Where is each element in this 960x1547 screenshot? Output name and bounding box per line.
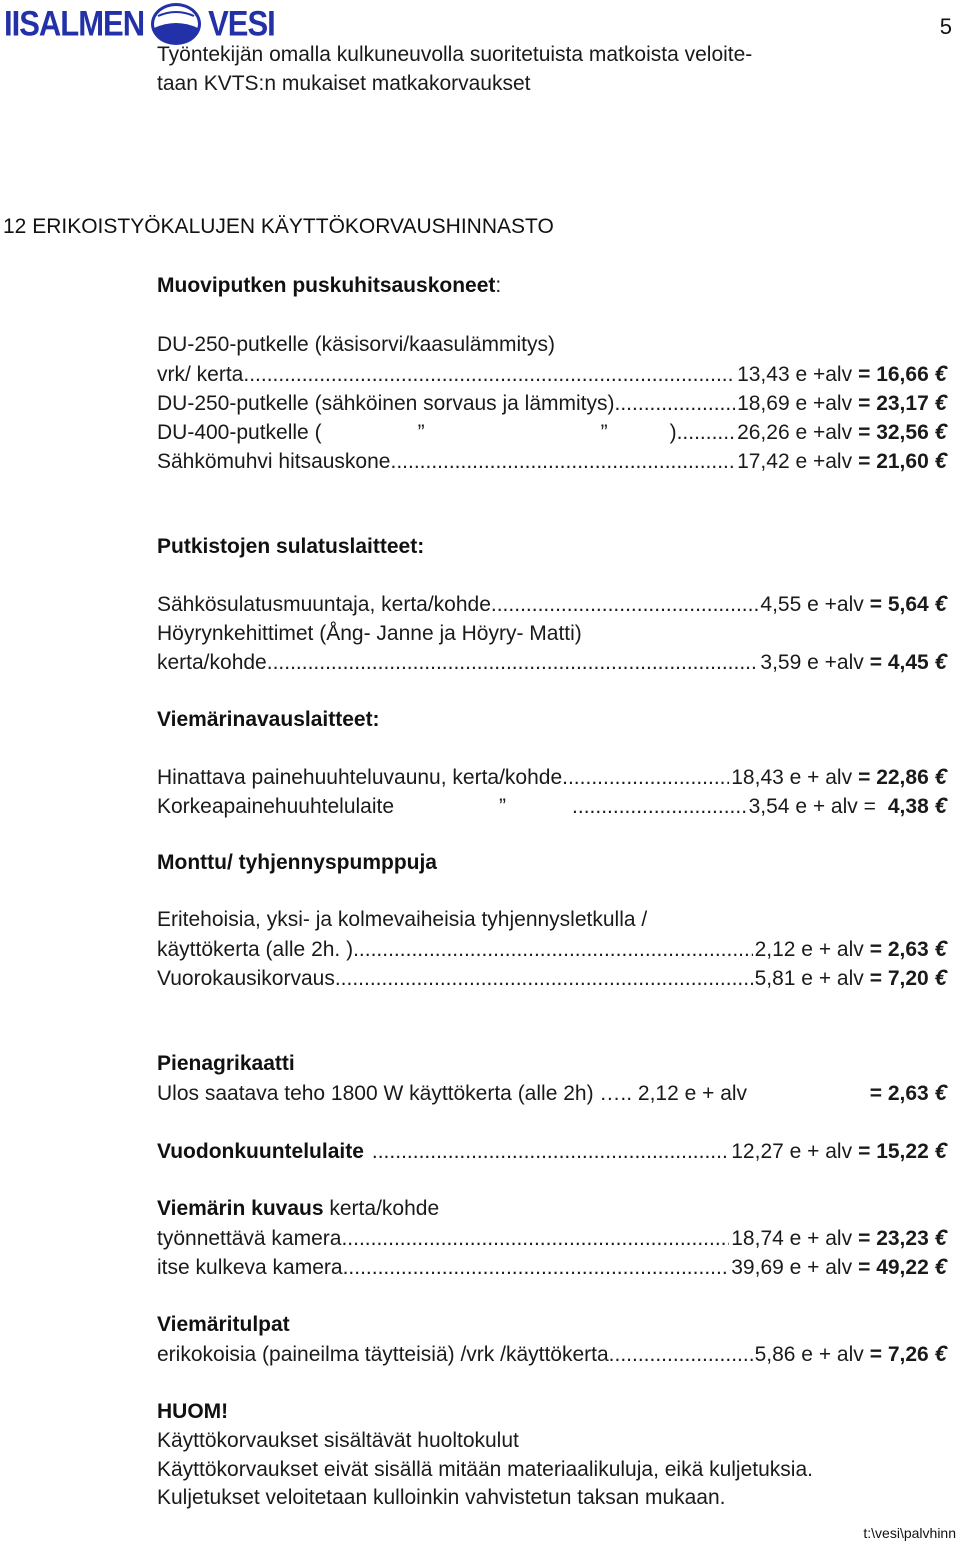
price-row-total: = 2,63 [869,1082,929,1105]
euro-icon: € [934,419,947,444]
logo-text-left: IISALMEN [4,3,145,44]
monttu-intro: Eritehoisia, yksi- ja kolmevaiheisia tyhjennysletkulla / [157,908,648,931]
euro-icon: € [934,1138,947,1163]
euro-icon: € [934,361,947,386]
dot-leader [615,390,736,418]
price-row-total: = 2,63 [869,938,929,961]
dot-leader [609,1341,753,1369]
euro-icon: € [934,649,947,674]
price-row [157,1224,947,1252]
euro-icon: € [934,591,947,616]
dot-leader [267,649,759,677]
euro-icon: € [934,448,947,473]
price-row-price: 18,74 e + alv [731,1227,853,1250]
price-row-price: 17,42 e +alv [737,450,853,473]
huom-heading: HUOM! [157,1400,229,1423]
price-row-label: Vuorokausikorvaus [157,967,335,990]
price-row [157,648,947,676]
euro-icon: € [934,390,947,415]
euro-icon: € [934,793,947,818]
price-row-price: 39,69 e + alv [731,1256,853,1279]
price-row-price: 4,55 e +alv [760,593,864,616]
price-row-total: = 5,64 [869,593,929,616]
ditto-mark: ” [499,795,507,818]
price-row-label: Sähkösulatusmuuntaja, kerta/kohde [157,593,491,616]
price-row [157,1137,947,1165]
dot-leader [243,361,735,389]
ditto-mark: ” [600,421,608,444]
price-row-label: kerta/kohde [157,651,267,674]
price-row-label: Hinattava painehuuhteluvaunu, kerta/kohde [157,766,563,789]
price-row-price: 18,69 e +alv [737,392,853,415]
euro-icon: € [934,1225,947,1250]
putkisto-heading: Putkistojen sulatuslaitteet: [157,535,425,558]
price-row-price: 2,12 e + alv [754,938,864,961]
dot-leader [341,1225,729,1253]
price-row-total: = 32,56 [858,421,929,444]
price-row-label: Sähkömuhvi hitsauskone [157,450,391,473]
price-row [157,935,947,963]
dot-leader [491,591,759,619]
section-title: 12 ERIKOISTYÖKALUJEN KÄYTTÖKORVAUSHINNASTO [3,215,554,238]
dot-leader [390,448,735,476]
price-row-total: = 22,86 [858,766,929,789]
price-row-price: 5,86 e + alv [754,1343,864,1366]
dot-leader [353,936,753,964]
euro-icon: € [934,764,947,789]
price-row-price: 18,43 e + alv [731,766,853,789]
price-row-price: 3,59 e +alv [760,651,864,674]
dot-leader [572,793,747,821]
dot-leader [562,764,729,792]
price-row-price: 12,27 e + alv [731,1140,853,1163]
muovi-intro: DU-250-putkelle (käsisorvi/kaasulämmitys) [157,333,555,356]
putkisto-intro: Höyrynkehittimet (Ång- Janne ja Höyry- Matti) [157,622,582,645]
price-row [157,418,947,446]
price-row [157,447,947,475]
price-row-label: erikokoisia (paineilma täytteisiä) /vrk /käyttökerta [157,1343,609,1366]
price-row [157,763,947,791]
price-row [157,590,947,618]
huom-line: Käyttökorvaukset eivät sisällä mitään materiaalikuluja, eikä kuljetuksia. [157,1458,813,1481]
dot-leader [335,965,753,993]
title-line-2: taan KVTS:n mukaiset matkakorvaukset [157,72,531,95]
price-row-label: käyttökerta (alle 2h. ) [157,938,354,961]
label-part: Korkeapainehuuhtelulaite [157,795,395,818]
price-row-label: DU-250-putkelle (sähköinen sorvaus ja lämmitys) [157,392,615,415]
pienagrikaatti-heading: Pienagrikaatti [157,1052,295,1075]
monttu-heading: Monttu/ tyhjennyspumppuja [157,851,437,874]
price-row [157,389,947,417]
document-title [157,40,947,98]
kuvaus-heading-rest: kerta/kohde [323,1197,440,1220]
euro-icon: € [934,965,947,990]
price-row-total: = 4,45 [869,651,929,674]
euro-icon: € [934,936,947,961]
viemari-avaus-heading: Viemärinavauslaitteet: [157,708,380,731]
dot-leader [677,419,736,447]
price-row-total: = 7,26 [869,1343,929,1366]
price-row-total: = 49,22 [858,1256,929,1279]
price-row-label: Ulos saatava teho 1800 W käyttökerta (alle 2h) ….. 2,12 e + alv [157,1082,748,1105]
price-row-total: = 7,20 [869,967,929,990]
price-row [157,1253,947,1281]
tulpat-heading: Viemäritulpat [157,1313,290,1336]
price-row-total: = 16,66 [858,363,929,386]
footer-file-path: t:\vesi\palvhinn [863,1525,956,1541]
price-row-price: 5,81 e + alv [754,967,864,990]
logo-text-right: VESI [208,3,275,44]
dot-leader [343,1254,730,1282]
label-part: ) [669,421,677,444]
price-row-total: 4,38 [887,795,929,818]
price-row-total: = 23,17 [858,392,929,415]
dot-leader [372,1138,729,1166]
price-row-label: itse kulkeva kamera [157,1256,343,1279]
euro-icon: € [934,1254,947,1279]
muovi-heading [157,272,501,300]
price-row-total: = 15,22 [858,1140,929,1163]
vuodon-heading: Vuodonkuuntelulaite [157,1140,364,1163]
price-row-label [157,793,506,821]
huom-line: Käyttökorvaukset sisältävät huoltokulut [157,1429,519,1452]
kuvaus-heading-bold: Viemärin kuvaus [157,1197,324,1220]
price-row-price: 13,43 e +alv [737,363,853,386]
price-row-price: 26,26 e +alv [737,421,853,444]
price-row-label: työnnettävä kamera [157,1227,342,1250]
muovi-heading-text: Muoviputken puskuhitsauskoneet [157,274,496,297]
price-row-total: = 23,23 [858,1227,929,1250]
price-row-label: vrk/ kerta [157,363,244,386]
price-row [157,792,947,820]
price-row [157,1340,947,1368]
ditto-mark: ” [417,421,425,444]
euro-icon: € [934,1341,947,1366]
muovi-heading-colon: : [495,274,502,297]
title-line-1: Työntekijän omalla kulkuneuvolla suoritetuista matkoista veloite- [157,43,753,66]
price-row [157,964,947,992]
page-number: 5 [939,14,952,39]
price-row-label [157,419,677,447]
price-row-price: 3,54 e + alv = [748,795,876,818]
label-part: DU-400-putkelle ( [157,421,322,444]
price-row-total: = 21,60 [858,450,929,473]
kuvaus-heading [157,1195,439,1223]
huom-line: Kuljetukset veloitetaan kulloinkin vahvistetun taksan mukaan. [157,1486,726,1509]
price-row [157,1079,947,1107]
price-row [157,360,947,388]
euro-icon: € [934,1080,947,1105]
